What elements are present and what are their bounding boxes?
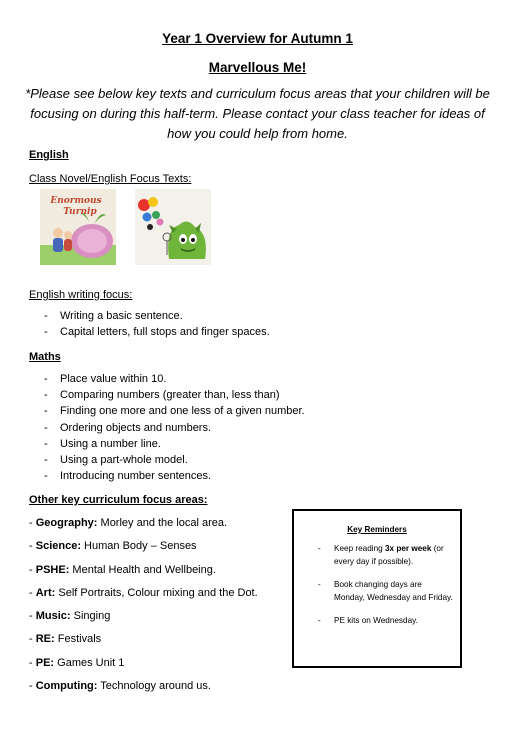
list-item: - RE: Festivals bbox=[29, 633, 102, 646]
list-item: - PSHE: Mental Health and Wellbeing. bbox=[29, 563, 216, 576]
page-subtitle: Marvellous Me! bbox=[208, 60, 307, 75]
list-item: - Capital letters, full stops and finger spaces. bbox=[29, 324, 270, 340]
list-item: - Art: Self Portraits, Colour mixing and the Dot. bbox=[29, 586, 258, 599]
maths-heading: Maths bbox=[29, 351, 61, 363]
list-item: - Science: Human Body – Senses bbox=[29, 540, 197, 553]
focus-texts-label: Class Novel/English Focus Texts: bbox=[29, 173, 192, 185]
enormous-turnip-illustration bbox=[40, 189, 116, 265]
list-item: - Book changing days are Monday, Wednesday and Friday. bbox=[294, 578, 460, 604]
list-item: - PE kits on Wednesday. bbox=[294, 614, 460, 627]
reminders-title: Key Reminders bbox=[347, 525, 407, 534]
book-cover-enormous-turnip bbox=[40, 189, 116, 265]
english-heading: English bbox=[29, 149, 69, 161]
list-item: - Ordering objects and numbers. bbox=[29, 420, 305, 436]
svg-text:Enormous: Enormous bbox=[50, 196, 102, 206]
curriculum-areas-list bbox=[29, 512, 258, 698]
intro-text: *Please see below key texts and curriculum focus areas that your children will be focusing on during this half-term. Please contact your class teacher for ideas of how you could help from home. bbox=[25, 86, 490, 141]
list-item: - Using a number line. bbox=[29, 436, 305, 452]
key-reminders-box bbox=[292, 509, 462, 668]
list-item: - Introducing number sentences. bbox=[29, 468, 305, 484]
list-item: - Writing a basic sentence. bbox=[29, 308, 270, 324]
list-item: - Geography: Morley and the local area. bbox=[29, 517, 228, 529]
list-item: - Music: Singing bbox=[29, 610, 111, 623]
list-item: - PE: Games Unit 1 bbox=[29, 656, 125, 669]
maths-list bbox=[29, 371, 305, 484]
writing-focus-label: English writing focus: bbox=[29, 289, 133, 301]
other-areas-heading: Other key curriculum focus areas: bbox=[29, 494, 208, 506]
reminders-list bbox=[294, 542, 460, 627]
list-item: - Finding one more and one less of a given number. bbox=[29, 403, 305, 419]
svg-text:Turnip: Turnip bbox=[63, 207, 97, 217]
list-item: - Computing: Technology around us. bbox=[29, 680, 211, 693]
book-cover-colour-monster bbox=[135, 189, 211, 265]
page-title: Year 1 Overview for Autumn 1 bbox=[162, 31, 353, 46]
list-item: - Using a part-whole model. bbox=[29, 452, 305, 468]
list-item: - Place value within 10. bbox=[29, 371, 305, 387]
list-item: - Comparing numbers (greater than, less than) bbox=[29, 387, 305, 403]
colour-monster-illustration bbox=[135, 189, 211, 265]
list-item: - Keep reading 3x per week (or every day if possible). bbox=[294, 542, 460, 568]
writing-focus-list bbox=[29, 308, 270, 340]
